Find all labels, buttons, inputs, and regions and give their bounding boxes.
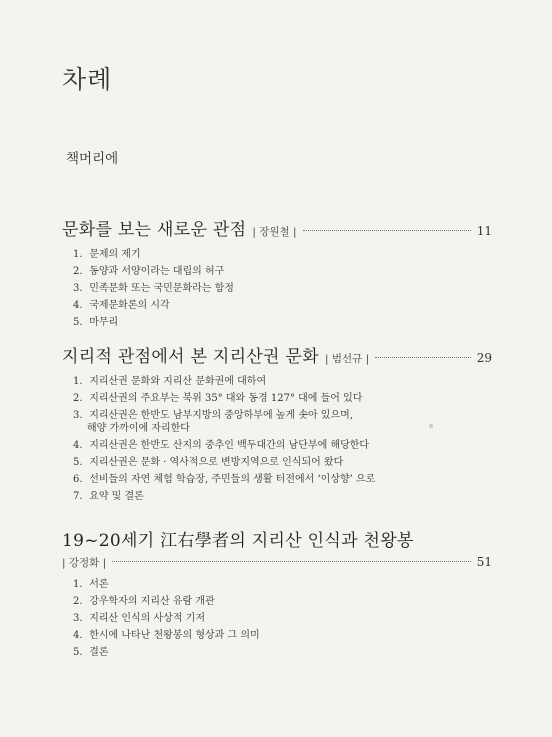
- section-author: | 범선규 |: [324, 353, 370, 365]
- item-text: 마무리: [89, 317, 119, 328]
- list-item: [73, 280, 492, 297]
- list-item: [73, 610, 492, 627]
- list-item: [73, 246, 492, 263]
- item-number: 2.: [73, 596, 83, 607]
- item-number: 3.: [73, 283, 83, 294]
- item-number: 3.: [73, 410, 83, 421]
- item-number: 1.: [73, 249, 83, 260]
- item-number: 4.: [73, 440, 83, 451]
- item-text: 선비들의 자연 체험 학습장, 주민들의 생활 터전에서 ‘이상향’ 으로: [89, 474, 376, 485]
- section-heading: [62, 526, 492, 551]
- toc-section-1: [62, 215, 492, 331]
- toc-section-2: [62, 342, 492, 505]
- list-item: [73, 593, 492, 610]
- list-item: [73, 297, 492, 314]
- item-text: 지리산권은 문화 · 역사적으로 변방지역으로 인식되어 왔다: [89, 457, 344, 468]
- list-item: [73, 314, 492, 331]
- item-text: 문제의 제기: [89, 249, 141, 260]
- item-number: 4.: [73, 300, 83, 311]
- item-text: 지리산권은 한반도 산지의 중추인 백두대간의 남단부에 해당한다: [89, 440, 370, 451]
- list-item: [73, 454, 492, 471]
- item-number: 2.: [73, 266, 83, 277]
- item-text: 국제문화론의 시각: [89, 300, 170, 311]
- list-item: [73, 471, 492, 488]
- list-item: [73, 407, 492, 435]
- item-number: 3.: [73, 613, 83, 624]
- section-title: 19~20세기 江右學者의 지리산 인식과 천왕봉: [62, 531, 414, 551]
- section-title: 지리적 관점에서 본 지리산권 문화: [62, 347, 319, 367]
- list-item: [73, 576, 492, 593]
- section-heading: [62, 342, 492, 367]
- item-text: 지리산권은 한반도 남부지방의 중앙하부에 높게 솟아 있으며,: [89, 410, 353, 421]
- item-number: 5.: [73, 457, 83, 468]
- section-item-list: [62, 576, 492, 661]
- item-text: 지리산권의 주요부는 북위 35° 대와 동경 127° 대에 들어 있다: [89, 393, 363, 404]
- item-number: 6.: [73, 474, 83, 485]
- item-text: 결론: [89, 647, 109, 658]
- section-page-number: 51: [476, 555, 492, 569]
- section-author: | 강정화 |: [62, 557, 107, 569]
- section-item-list: [62, 373, 492, 505]
- item-text: 민족문화 또는 국민문화라는 함정: [89, 283, 234, 294]
- section-title: 문화를 보는 새로운 관점: [62, 220, 247, 240]
- section-page-number: 29: [476, 351, 492, 365]
- item-text: 지리산 인식의 사상적 기저: [89, 613, 205, 624]
- item-text: 강우학자의 지리산 유람 개관: [89, 596, 215, 607]
- section-item-list: [62, 246, 492, 331]
- item-text: 요약 및 결론: [89, 491, 144, 502]
- list-item: [73, 627, 492, 644]
- list-item: [73, 437, 492, 454]
- section-subline: [62, 555, 492, 570]
- scan-mark: [429, 424, 433, 428]
- toc-section-3: [62, 526, 492, 661]
- dot-leader: [112, 561, 471, 562]
- item-number: 4.: [73, 630, 83, 641]
- item-number: 1.: [73, 376, 83, 387]
- item-text: 지리산권 문화와 지리산 문화권에 대하여: [89, 376, 267, 387]
- list-item: [73, 263, 492, 280]
- item-text-continued: 해양 가까이에 자리한다: [87, 423, 190, 434]
- list-item: [73, 488, 492, 505]
- dot-leader: [375, 357, 471, 358]
- item-number: 2.: [73, 393, 83, 404]
- item-text: 동양과 서양이라는 대립의 허구: [89, 266, 225, 277]
- item-text: 한시에 나타난 천왕봉의 형상과 그 의미: [89, 630, 260, 641]
- section-page-number: 11: [476, 224, 492, 238]
- item-text: 서론: [89, 579, 109, 590]
- item-number: 5.: [73, 647, 83, 658]
- item-number: 5.: [73, 317, 83, 328]
- list-item: [73, 373, 492, 390]
- list-item: [73, 390, 492, 407]
- list-item: [73, 644, 492, 661]
- item-number: 7.: [73, 491, 83, 502]
- item-number: 1.: [73, 579, 83, 590]
- toc-title: 차례: [62, 65, 113, 94]
- section-author: | 장원철 |: [252, 226, 297, 238]
- section-heading: [62, 215, 492, 240]
- preface-entry: 책머리에: [66, 151, 119, 167]
- dot-leader: [303, 230, 471, 231]
